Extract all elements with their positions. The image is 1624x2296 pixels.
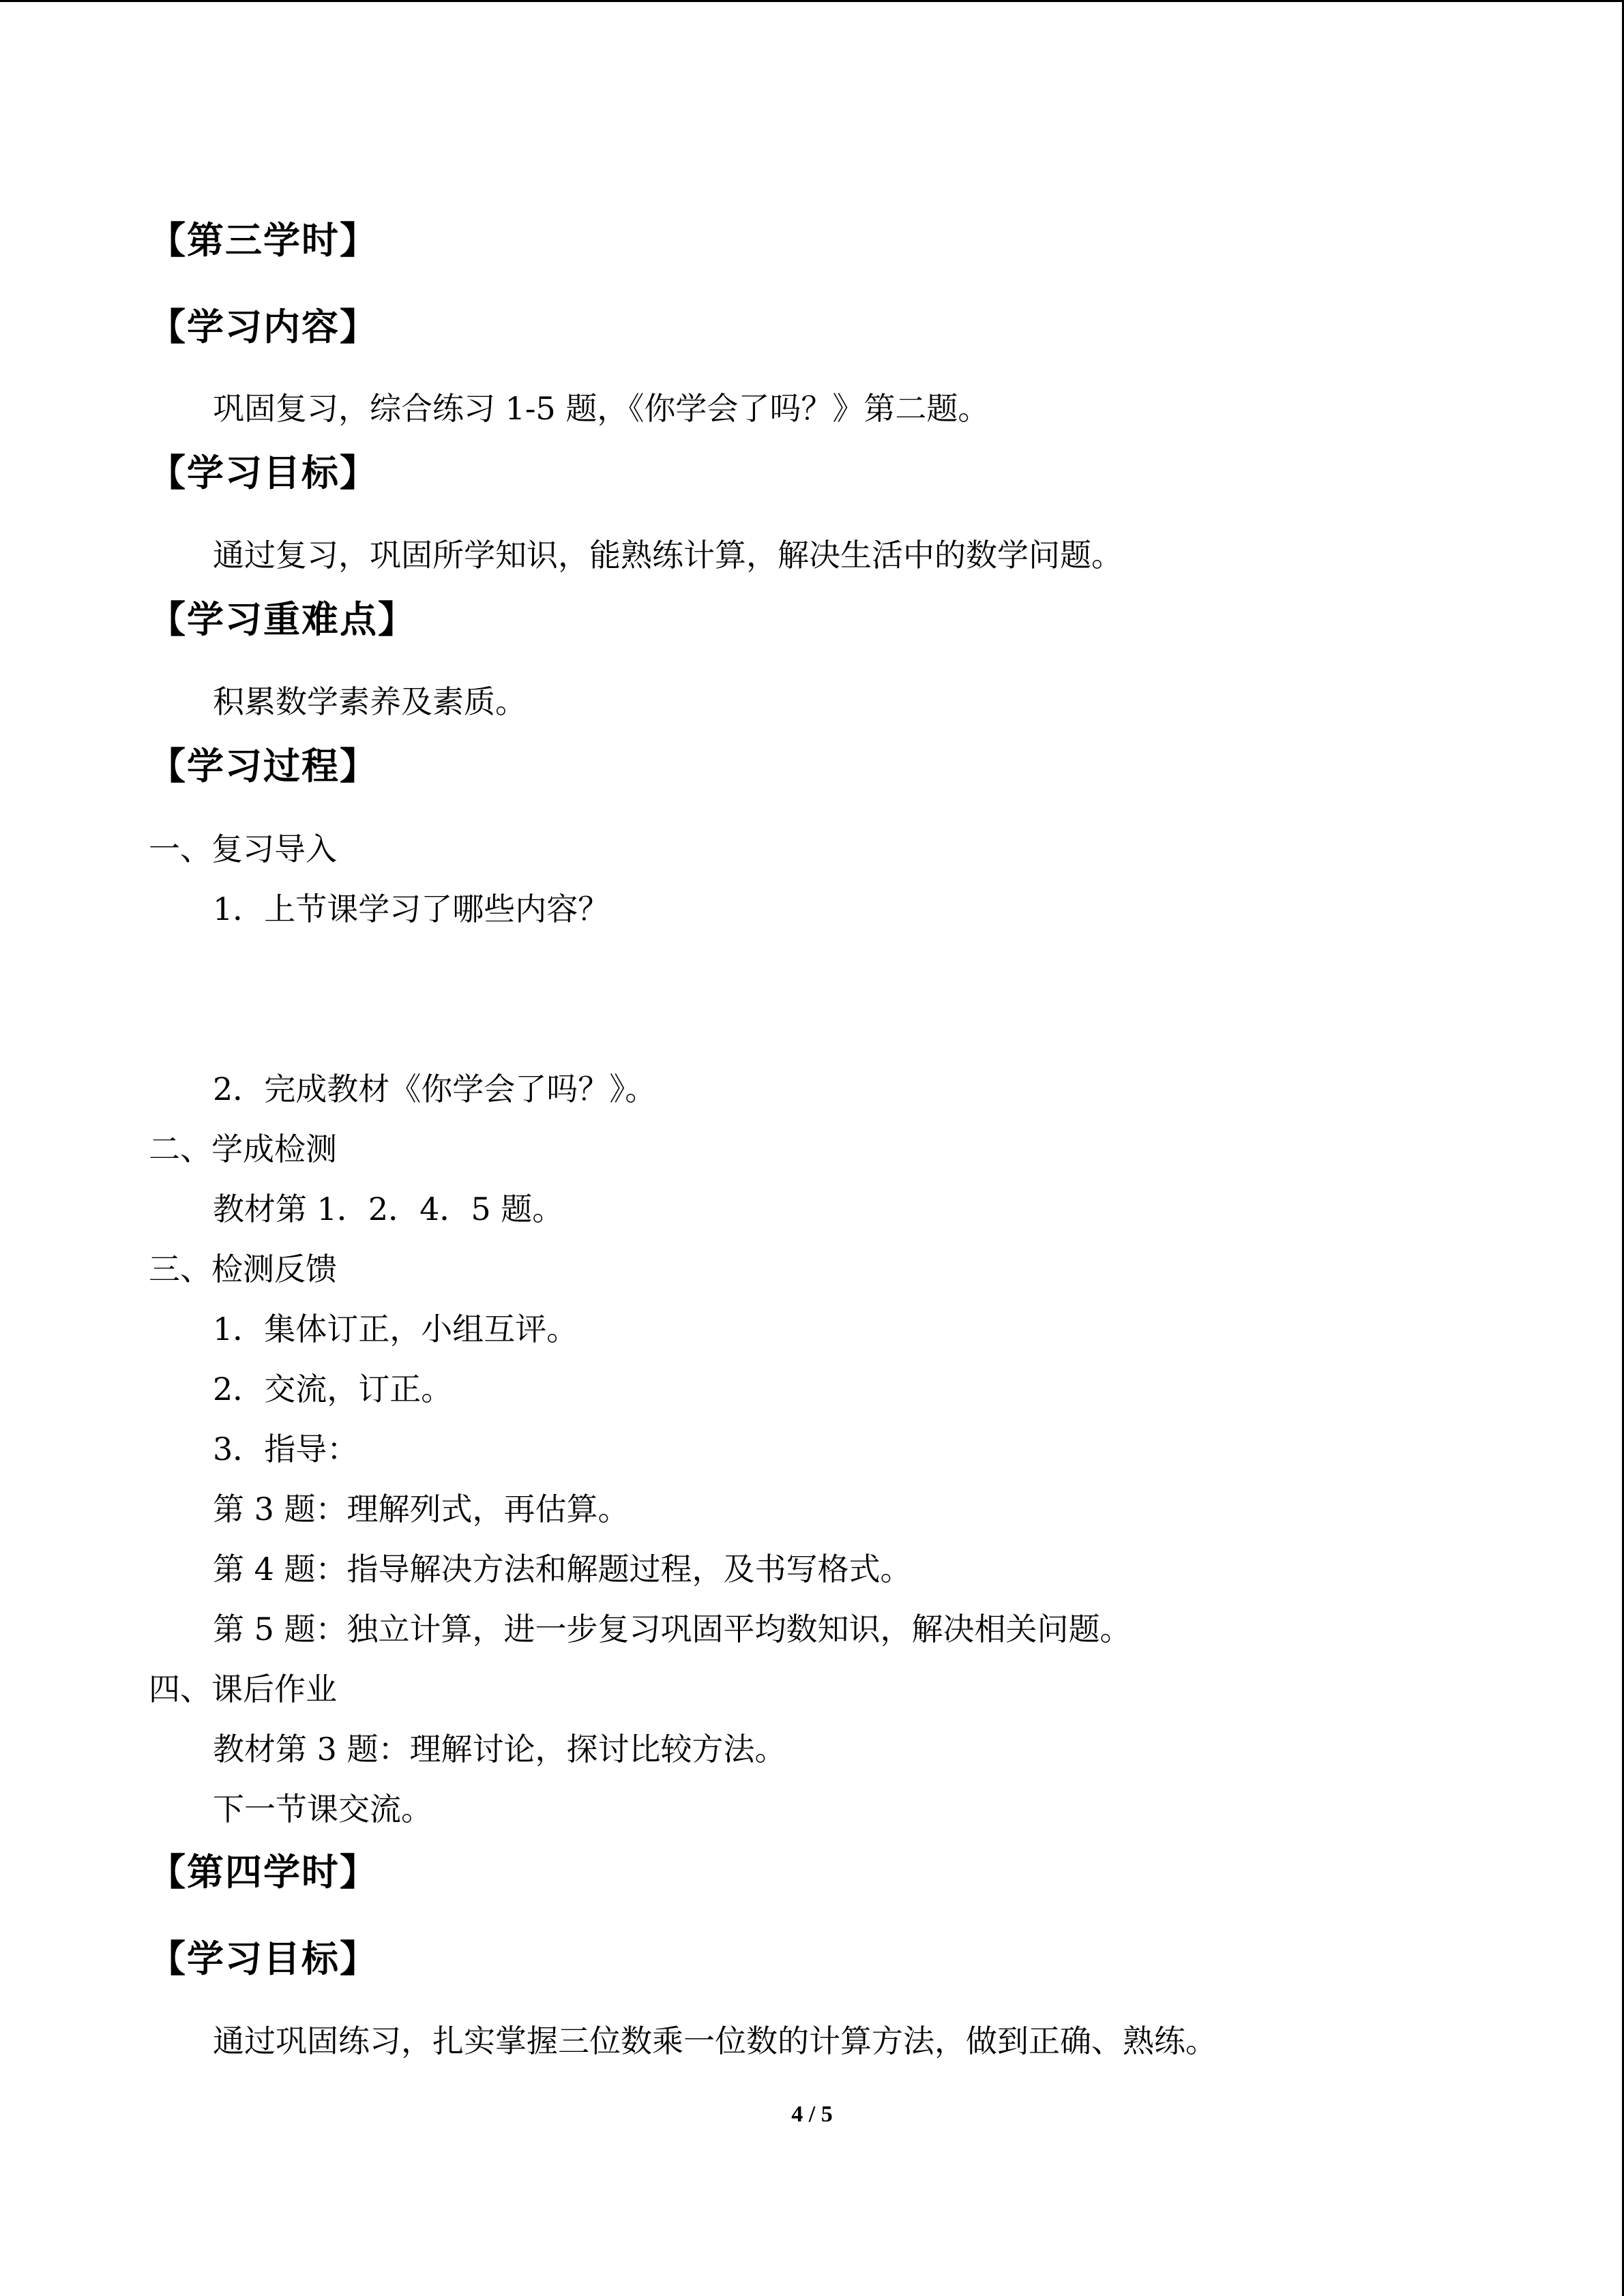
homework-text-2: 下一节课交流。 [213, 1791, 432, 1828]
page-number: 4 / 5 [791, 2102, 833, 2127]
lesson3-goal-heading: 【学习目标】 [149, 451, 378, 494]
homework-text-1: 教材第 3 题：理解讨论，探讨比较方法。 [213, 1731, 786, 1768]
feedback-item-2: 2．交流，订正。 [213, 1371, 453, 1407]
lesson3-content-heading: 【学习内容】 [149, 305, 378, 348]
section-review-intro: 一、复习导入 [149, 831, 337, 867]
page-top-border [0, 0, 1624, 2]
feedback-item-1: 1．集体订正，小组互评。 [213, 1311, 578, 1347]
lesson3-process-heading: 【学习过程】 [149, 744, 378, 788]
lesson4-goal-text: 通过巩固练习，扎实掌握三位数乘一位数的计算方法，做到正确、熟练。 [213, 2023, 1217, 2059]
review-item-2: 2．完成教材《你学会了吗？》。 [213, 1071, 657, 1107]
test-text: 教材第 1．2．4．5 题。 [213, 1191, 564, 1227]
lesson3-content-text: 巩固复习，综合练习 1-5 题，《你学会了吗？》第二题。 [213, 390, 990, 427]
lesson3-key-text: 积累数学素养及素质。 [213, 683, 527, 720]
lesson4-goal-heading: 【学习目标】 [149, 1937, 378, 1980]
feedback-item-3: 3．指导： [213, 1431, 359, 1467]
lesson4-title: 【第四学时】 [149, 1850, 378, 1894]
guide-question-3: 第 3 题：理解列式，再估算。 [213, 1491, 630, 1527]
section-homework: 四、课后作业 [149, 1671, 337, 1708]
guide-question-4: 第 4 题：指导解决方法和解题过程，及书写格式。 [213, 1551, 912, 1587]
lesson3-title: 【第三学时】 [149, 218, 378, 262]
review-item-1: 1．上节课学习了哪些内容？ [213, 891, 610, 927]
lesson3-key-heading: 【学习重难点】 [149, 597, 416, 641]
section-feedback: 三、检测反馈 [149, 1251, 337, 1287]
guide-question-5: 第 5 题：独立计算，进一步复习巩固平均数知识，解决相关问题。 [213, 1611, 1132, 1648]
lesson3-goal-text: 通过复习，巩固所学知识，能熟练计算，解决生活中的数学问题。 [213, 537, 1123, 573]
section-test: 二、学成检测 [149, 1131, 337, 1167]
